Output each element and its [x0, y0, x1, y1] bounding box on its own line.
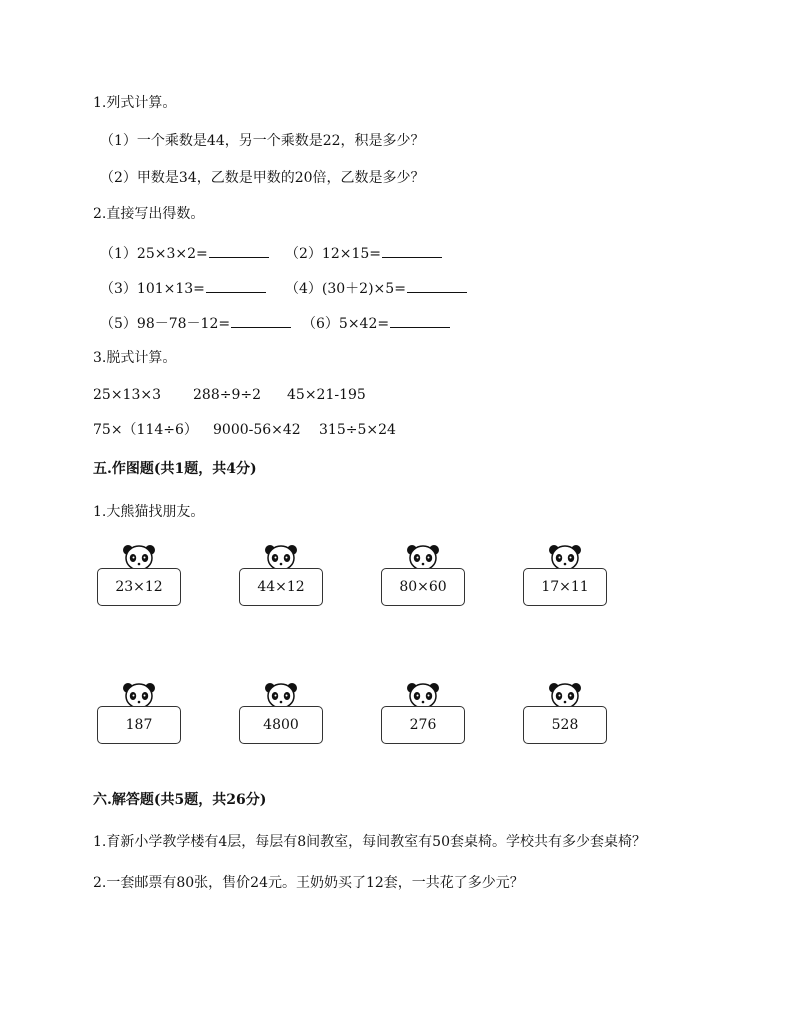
panda-card[interactable]: [523, 680, 609, 746]
part-5-question-1: 1.大熊猫找朋友。: [93, 504, 205, 520]
answer-blank[interactable]: [206, 278, 266, 293]
card-label: 276: [381, 706, 465, 744]
card-label: 80×60: [381, 568, 465, 606]
calc-item-text: （3）101×13=: [100, 281, 205, 297]
answer-blank[interactable]: [231, 313, 291, 328]
calc-item-text: （2）12×15=: [285, 246, 381, 262]
card-label: 17×11: [523, 568, 607, 606]
section-3-title: 3.脱式计算。: [93, 350, 177, 366]
part-6-heading: 六.解答题(共5题，共26分): [93, 792, 267, 808]
calc-item-4: [285, 278, 467, 298]
calc-item-1: [100, 243, 269, 263]
expression: 45×21-195: [287, 387, 366, 403]
section-1-title: 1.列式计算。: [93, 95, 177, 111]
expression: 315÷5×24: [319, 422, 396, 438]
calc-item-text: （6）5×42=: [302, 316, 390, 332]
calc-item-text: （4）(30＋2)×5=: [285, 281, 406, 297]
answer-blank[interactable]: [209, 243, 269, 258]
expression: 9000-56×42: [213, 422, 301, 438]
calc-item-text: （1）25×3×2=: [100, 246, 208, 262]
card-label: 23×12: [97, 568, 181, 606]
question-1-2: （2）甲数是34，乙数是甲数的20倍，乙数是多少？: [100, 170, 425, 186]
part-6-question-2: 2.一套邮票有80张，售价24元。王奶奶买了12套，一共花了多少元？: [93, 875, 524, 891]
question-1-1: （1）一个乘数是44，另一个乘数是22，积是多少？: [100, 133, 425, 149]
answer-blank[interactable]: [382, 243, 442, 258]
expression: 75×（114÷6）: [93, 422, 198, 438]
panda-card[interactable]: [239, 542, 325, 608]
panda-card[interactable]: [523, 542, 609, 608]
calc-item-5: [100, 313, 291, 333]
card-label: 44×12: [239, 568, 323, 606]
card-label: 4800: [239, 706, 323, 744]
panda-card[interactable]: [239, 680, 325, 746]
panda-card[interactable]: [97, 680, 183, 746]
calc-item-text: （5）98－78－12=: [100, 316, 231, 332]
card-label: 528: [523, 706, 607, 744]
expression: 25×13×3: [93, 387, 161, 403]
part-5-heading: 五.作图题(共1题，共4分): [93, 461, 257, 477]
section-2-title: 2.直接写出得数。: [93, 206, 205, 222]
card-label: 187: [97, 706, 181, 744]
calc-item-3: [100, 278, 266, 298]
expression: 288÷9÷2: [193, 387, 261, 403]
part-6-question-1: 1.育新小学教学楼有4层，每层有8间教室，每间教室有50套桌椅。学校共有多少套桌椅？: [93, 834, 646, 850]
panda-card[interactable]: [97, 542, 183, 608]
answer-blank[interactable]: [407, 278, 467, 293]
calc-item-2: [285, 243, 442, 263]
calc-item-6: [302, 313, 450, 333]
panda-card[interactable]: [381, 680, 467, 746]
panda-card[interactable]: [381, 542, 467, 608]
answer-blank[interactable]: [390, 313, 450, 328]
